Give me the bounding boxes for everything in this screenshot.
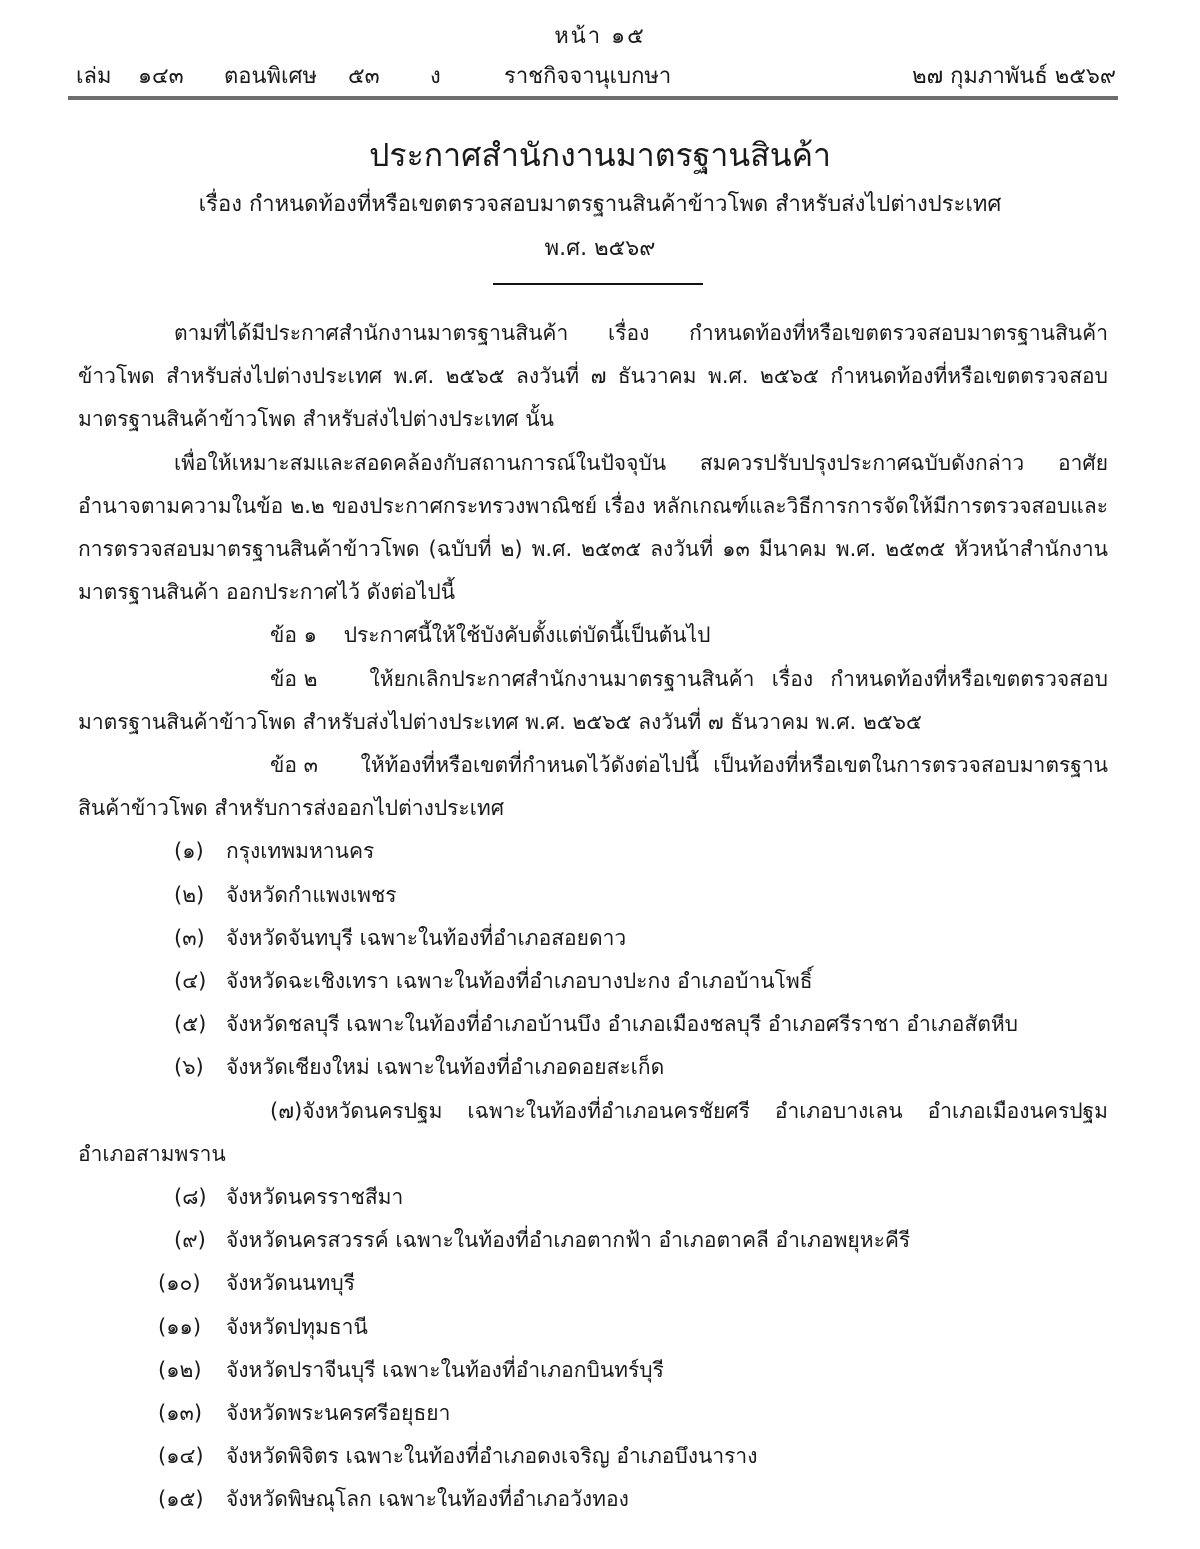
list-item: [78, 1392, 1108, 1435]
clause-text: ให้ยกเลิกประกาศสำนักงานมาตรฐานสินค้า เรื่อง กำหนดท้องที่หรือเขตตรวจสอบมาตรฐานสินค้าข้าวโพด สำหรับส่งไปต่างประเทศ พ.ศ. ๒๕๖๕ ลงวันที่ ๗ ธันวาคม พ.ศ. ๒๕๖๕: [78, 666, 1108, 734]
list-item: [78, 1046, 1108, 1089]
clause-label: ข้อ ๑: [270, 623, 317, 648]
list-marker: (๑๓): [158, 1401, 203, 1426]
list-item: [78, 960, 1108, 1003]
list-marker: (๑๐): [158, 1271, 201, 1296]
preamble-paragraph: เพื่อให้เหมาะสมและสอดคล้องกับสถานการณ์ในปัจจุบัน สมควรปรับปรุงประกาศฉบับดังกล่าว อาศัยอำนาจตามความในข้อ ๒.๒ ของประกาศกระทรวงพาณิชย์ เรื่อง หลักเกณฑ์และวิธีการการจัดให้มีการตรวจสอบและการตรวจสอบมาตรฐานสินค้าข้าวโพด (ฉบับที่ ๒) พ.ศ. ๒๕๓๕ ลงวันที่ ๑๓ มีนาคม พ.ศ. ๒๕๓๕ หัวหน้าสำนักงานมาตรฐานสินค้า ออกประกาศไว้ ดังต่อไปนี้: [78, 450, 1108, 605]
clause: [78, 614, 1108, 657]
header-divider: [68, 96, 1118, 100]
issue-number: ๕๓: [348, 64, 380, 89]
list-text: จังหวัดนครสวรรค์ เฉพาะในท้องที่อำเภอตากฟ้า อำเภอตาคลี อำเภอพยุหะคีรี: [226, 1228, 911, 1253]
list-item: [78, 830, 1108, 873]
publication-name: ราชกิจจานุเบกษา: [504, 64, 672, 89]
list-text: จังหวัดฉะเชิงเทรา เฉพาะในท้องที่อำเภอบางปะกง อำเภอบ้านโพธิ์: [226, 969, 813, 994]
document-year: พ.ศ. ๒๕๖๙: [544, 236, 656, 261]
list-marker: (๙): [174, 1228, 206, 1253]
list-item: [78, 1090, 1108, 1176]
list-marker: (๑๑): [158, 1314, 202, 1339]
list-marker: (๖): [174, 1055, 204, 1080]
clause: [78, 658, 1108, 744]
clause-text: ให้ท้องที่หรือเขตที่กำหนดไว้ดังต่อไปนี้ เป็นท้องที่หรือเขตในการตรวจสอบมาตรฐานสินค้าข้าวโพด สำหรับการส่งออกไปต่างประเทศ: [78, 753, 1109, 821]
list-text: จังหวัดพระนครศรีอยุธยา: [226, 1401, 451, 1426]
preamble-paragraph: ตามที่ได้มีประกาศสำนักงานมาตรฐานสินค้า เรื่อง กำหนดท้องที่หรือเขตตรวจสอบมาตรฐานสินค้าข้าวโพด สำหรับส่งไปต่างประเทศ พ.ศ. ๒๕๖๕ ลงวันที่ ๗ ธันวาคม พ.ศ. ๒๕๖๕ กำหนดท้องที่หรือเขตตรวจสอบมาตรฐานสินค้าข้าวโพด สำหรับส่งไปต่างประเทศ นั้น: [78, 321, 1108, 432]
clause-label: ข้อ ๓: [270, 753, 318, 778]
document-body: [78, 312, 1108, 1522]
list-text: กรุงเทพมหานคร: [226, 839, 375, 864]
list-marker: (๗): [270, 1098, 303, 1123]
list-text: จังหวัดกำแพงเพชร: [226, 882, 397, 907]
list-item: [78, 1003, 1108, 1046]
title-divider: [493, 283, 703, 285]
document-subject: เรื่อง กำหนดท้องที่หรือเขตตรวจสอบมาตรฐานสินค้าข้าวโพด สำหรับส่งไปต่างประเทศ: [198, 192, 1002, 217]
list-marker: (๑): [174, 839, 204, 864]
list-text: จังหวัดปทุมธานี: [226, 1314, 368, 1339]
volume-number: ๑๔๓: [138, 64, 184, 89]
list-item: [78, 1349, 1108, 1392]
gazette-header: [76, 58, 1116, 92]
list-text: จังหวัดชลบุรี เฉพาะในท้องที่อำเภอบ้านบึง อำเภอเมืองชลบุรี อำเภอศรีราชา อำเภอสัตหีบ: [226, 1012, 1019, 1037]
list-text: จังหวัดปราจีนบุรี เฉพาะในท้องที่อำเภอกบินทร์บุรี: [226, 1357, 664, 1382]
list-text: จังหวัดนครปฐม เฉพาะในท้องที่อำเภอนครชัยศรี อำเภอบางเลน อำเภอเมืองนครปฐม อำเภอสามพราน: [78, 1098, 1108, 1166]
list-item: [78, 1478, 1108, 1521]
volume-label: เล่ม: [76, 64, 112, 89]
page-number: หน้า ๑๕: [554, 24, 646, 49]
publication-date: ๒๗ กุมภาพันธ์ ๒๕๖๙: [912, 64, 1116, 89]
list-marker: (๓): [174, 925, 205, 950]
clause-text: ประกาศนี้ให้ใช้บังคับตั้งแต่บัดนี้เป็นต้นไป: [343, 623, 711, 648]
document-title: ประกาศสำนักงานมาตรฐานสินค้า: [369, 136, 831, 174]
list-marker: (๑๔): [158, 1444, 204, 1469]
list-item: [78, 1219, 1108, 1262]
list-marker: (๕): [174, 1012, 207, 1037]
list-item: [78, 917, 1108, 960]
list-text: จังหวัดนนทบุรี: [226, 1271, 355, 1296]
list-text: จังหวัดเชียงใหม่ เฉพาะในท้องที่อำเภอดอยสะเก็ด: [226, 1055, 665, 1080]
list-text: จังหวัดนครราชสีมา: [226, 1185, 404, 1210]
list-text: จังหวัดพิจิตร เฉพาะในท้องที่อำเภอดงเจริญ อำเภอบึงนาราง: [226, 1444, 758, 1469]
issue-type: ง: [430, 64, 441, 89]
list-text: จังหวัดจันทบุรี เฉพาะในท้องที่อำเภอสอยดาว: [226, 925, 627, 950]
list-item: [78, 1262, 1108, 1305]
list-text: จังหวัดพิษณุโลก เฉพาะในท้องที่อำเภอวังทอง: [226, 1487, 629, 1512]
list-marker: (๒): [174, 882, 205, 907]
list-item: [78, 874, 1108, 917]
list-item: [78, 1176, 1108, 1219]
list-marker: (๑๒): [158, 1357, 202, 1382]
clause: [78, 744, 1108, 830]
list-marker: (๑๕): [158, 1487, 204, 1512]
list-item: [78, 1435, 1108, 1478]
clause-label: ข้อ ๒: [270, 666, 318, 691]
issue-label: ตอนพิเศษ: [224, 64, 318, 89]
list-item: [78, 1306, 1108, 1349]
list-marker: (๘): [174, 1185, 207, 1210]
list-marker: (๔): [174, 969, 207, 994]
